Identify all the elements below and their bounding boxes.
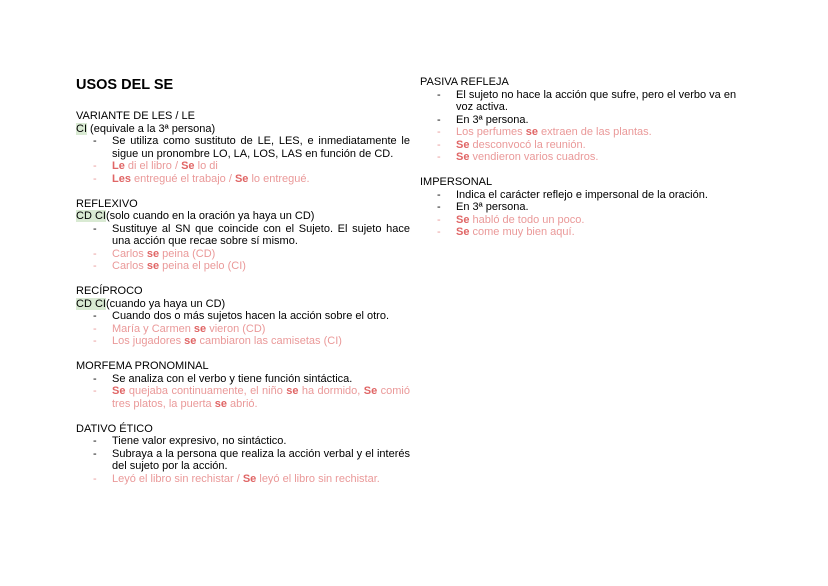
pronoun-highlight: Se [456, 213, 470, 226]
text-segment: lo di [194, 160, 218, 172]
dash-marker: - [93, 247, 97, 260]
dash-marker: - [93, 472, 97, 485]
list-item [76, 435, 410, 448]
text-segment: Se analiza con el verbo y tiene función sintáctica. [112, 372, 353, 385]
text-segment: Carlos [112, 260, 147, 272]
pronoun-highlight: Se [456, 138, 470, 151]
list-item [76, 223, 410, 248]
text-segment: vieron (CD) [206, 322, 266, 335]
example-item [76, 385, 410, 410]
example-item [420, 139, 753, 152]
dash-marker: - [437, 88, 441, 101]
dash-marker: - [437, 226, 441, 238]
text-segment: entregué el trabajo / [130, 172, 235, 185]
function-label [76, 123, 410, 136]
left-column [76, 76, 410, 498]
function-label [76, 210, 410, 223]
pronoun-highlight: Les [112, 172, 131, 185]
function-highlight: CI [76, 122, 87, 135]
example-item [76, 260, 410, 273]
text-segment: ha dormido, [298, 385, 364, 397]
dash-marker: - [93, 135, 97, 147]
pronoun-highlight: Se [456, 151, 470, 163]
pronoun-highlight: se [193, 322, 207, 335]
text-segment: come muy bien aquí. [469, 226, 575, 238]
function-highlight: CD CI [76, 210, 106, 222]
dash-marker: - [93, 310, 97, 322]
pronoun-highlight: Se [456, 226, 470, 238]
text-segment: abrió. [226, 397, 258, 410]
bullet-list [76, 373, 410, 411]
example-item [420, 126, 753, 139]
text-segment: vendieron varios cuadros. [469, 151, 599, 163]
section [76, 110, 410, 185]
right-column [420, 76, 753, 251]
dash-marker: - [437, 126, 441, 138]
pronoun-highlight: se [146, 247, 160, 260]
section [76, 285, 410, 348]
text-segment: extraen de las plantas. [537, 126, 652, 138]
dash-marker: - [93, 322, 97, 335]
text-segment: leyó el libro sin rechistar. [256, 472, 380, 485]
pronoun-highlight: se [525, 126, 538, 138]
dash-marker: - [437, 188, 441, 201]
list-item [76, 310, 410, 323]
section [420, 176, 753, 239]
section-title: MORFEMA PRONOMINAL [76, 360, 209, 372]
pronoun-highlight: Se [242, 472, 257, 485]
dash-marker: - [437, 201, 441, 213]
text-segment: quejaba continuamente, el niño [125, 385, 287, 397]
dash-marker: - [437, 213, 441, 226]
pronoun-highlight: Se [363, 385, 378, 397]
bullet-list [76, 223, 410, 273]
text-segment: Los perfumes [456, 126, 526, 138]
text-segment: Los jugadores [112, 335, 185, 347]
dash-marker: - [437, 113, 441, 126]
example-item [76, 323, 410, 336]
text-segment: peina el pelo (CI) [159, 260, 246, 272]
list-item [420, 201, 753, 214]
text-segment: peina (CD) [159, 247, 216, 260]
text-segment: En 3ª persona. [456, 201, 529, 213]
section-title: DATIVO ÉTICO [76, 422, 153, 435]
text-segment: En 3ª persona. [456, 113, 529, 126]
bullet-list [420, 189, 753, 239]
list-item [76, 448, 410, 473]
example-item [76, 160, 410, 173]
list-item [420, 89, 753, 114]
dash-marker: - [93, 260, 97, 272]
list-item [420, 114, 753, 127]
example-item [76, 473, 410, 486]
dash-marker: - [437, 138, 441, 151]
bullet-list [76, 435, 410, 485]
pronoun-highlight: se [286, 385, 299, 397]
pronoun-highlight: Se [181, 160, 195, 172]
dash-marker: - [93, 335, 97, 347]
function-note: (equivale a la 3ª persona) [87, 122, 216, 135]
function-highlight: CD CI [76, 297, 106, 310]
bullet-list [76, 310, 410, 348]
example-item [420, 214, 753, 227]
bullet-list [76, 135, 410, 185]
function-label [76, 298, 410, 311]
dash-marker: - [437, 151, 441, 163]
function-note: (cuando ya haya un CD) [105, 297, 226, 310]
text-segment: Se utiliza como sustituto de LE, LES, e inmediatamente le sigue un pronombre LO, LA, LOS, LAS en función de CD. [112, 135, 410, 160]
dash-marker: - [93, 222, 97, 235]
dash-marker: - [93, 435, 97, 447]
dash-marker: - [93, 385, 97, 397]
function-note: (solo cuando en la oración ya haya un CD) [105, 210, 315, 222]
example-item [420, 151, 753, 164]
text-segment: Indica el carácter reflejo e impersonal de la oración. [456, 188, 708, 201]
bullet-list [420, 89, 753, 164]
text-segment: Leyó el libro sin rechistar / [112, 472, 243, 485]
text-segment: desconvocó la reunión. [469, 138, 586, 151]
pronoun-highlight: se [214, 397, 227, 410]
pronoun-highlight: Se [112, 385, 126, 397]
list-item [76, 373, 410, 386]
text-segment: Carlos [112, 247, 147, 260]
example-item [420, 226, 753, 239]
dash-marker: - [93, 447, 97, 460]
text-segment: lo entregué. [248, 172, 310, 185]
section-title: VARIANTE DE LES / LE [76, 110, 196, 122]
page-title: USOS DEL SE [76, 77, 174, 93]
text-segment: Sustituye al SN que coincide con el Sujeto. El sujeto hace una acción que recae sobre sí mismo. [112, 222, 410, 247]
list-item [76, 135, 410, 160]
example-item [76, 173, 410, 186]
section [420, 76, 753, 164]
section [76, 198, 410, 273]
dash-marker: - [93, 160, 97, 172]
text-segment: Cuando dos o más sujetos hacen la acción sobre el otro. [112, 310, 389, 322]
text-segment: comió tres platos, la puerta [112, 385, 410, 410]
section [76, 360, 410, 410]
section-title: RECÍPROCO [76, 285, 143, 297]
text-segment: Subraya a la persona que realiza la acción verbal y el interés del sujeto por la acción. [112, 447, 410, 472]
dash-marker: - [93, 372, 97, 385]
pronoun-highlight: Le [112, 160, 125, 172]
section-title: IMPERSONAL [420, 176, 493, 188]
pronoun-highlight: se [146, 260, 160, 272]
dash-marker: - [93, 172, 97, 185]
section [76, 423, 410, 486]
text-segment: di el libro / [124, 160, 182, 172]
example-item [76, 248, 410, 261]
pronoun-highlight: Se [234, 172, 249, 185]
text-segment: El sujeto no hace la acción que sufre, pero el verbo va en voz activa. [456, 88, 737, 113]
section-title: PASIVA REFLEJA [420, 76, 509, 88]
text-segment: habló de todo un poco. [469, 213, 585, 226]
pronoun-highlight: se [184, 335, 197, 347]
text-segment: Tiene valor expresivo, no sintáctico. [112, 435, 287, 447]
list-item [420, 189, 753, 202]
section-title: REFLEXIVO [76, 197, 138, 210]
example-item [76, 335, 410, 348]
text-segment: cambiaron las camisetas (CI) [196, 335, 342, 347]
text-segment: María y Carmen [112, 322, 194, 335]
